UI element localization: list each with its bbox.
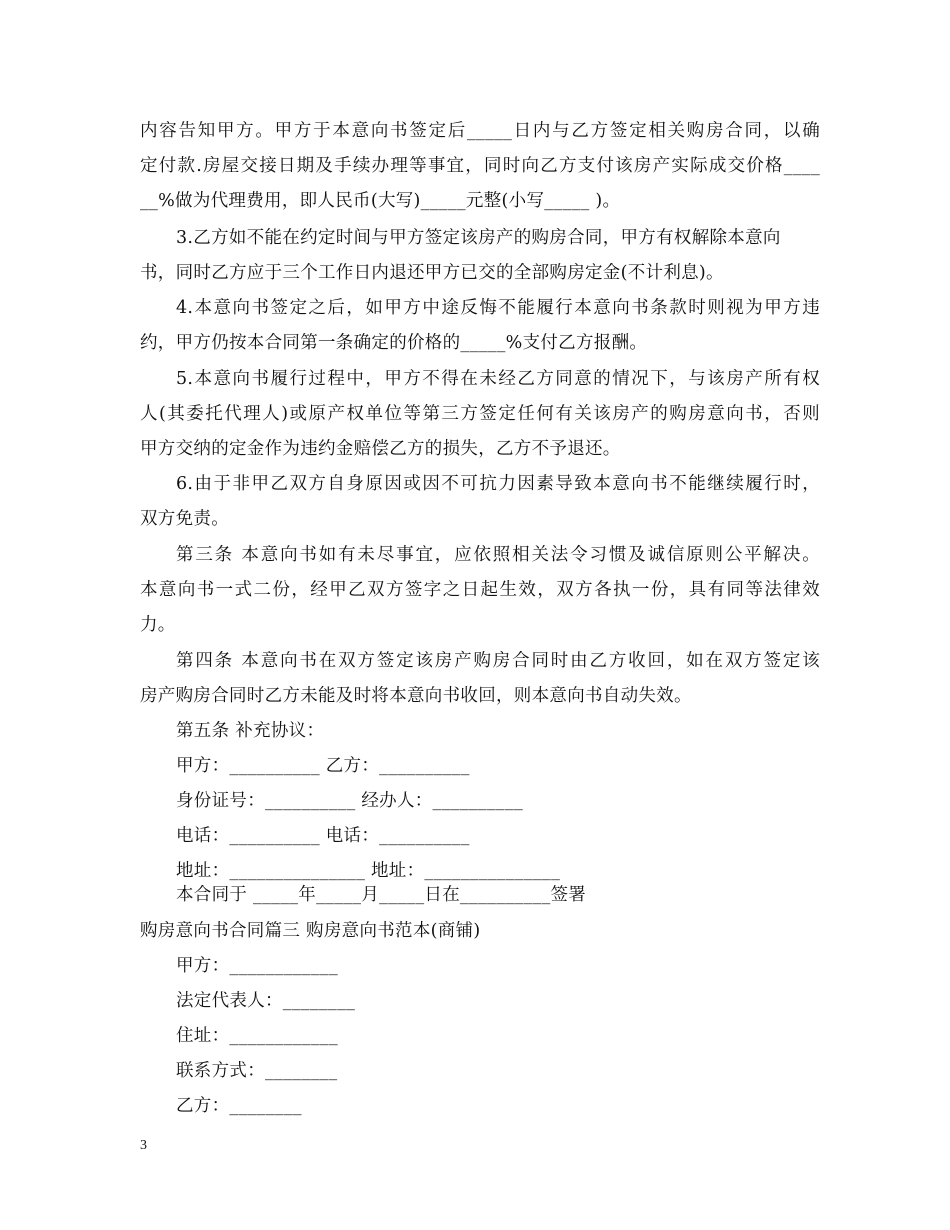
party-field-line: 联系方式：________ [176, 1061, 338, 1081]
article-4-line: 房产购房合同时乙方未能及时将本意向书收回，则本意向书自动失效。 [140, 686, 692, 706]
signature-field-line: 地址：_______________ 地址：_______________ [176, 861, 561, 881]
signing-date-line: 本合同于 _____年_____月_____日在__________签署 [176, 885, 587, 905]
section-heading: 购房意向书合同篇三 购房意向书范本(商铺) [140, 921, 481, 941]
clause-6-line: 双方免责。 [140, 509, 229, 529]
party-field-line: 甲方：____________ [176, 956, 338, 976]
party-field-line: 住址：____________ [176, 1026, 338, 1046]
page-number: 3 [140, 1138, 147, 1153]
article-3-line: 力。 [140, 615, 176, 635]
party-field-line: 法定代表人：________ [176, 991, 356, 1011]
clause-3-line: 书，同时乙方应于三个工作日内退还甲方已交的全部购房定金(不计利息)。 [140, 263, 724, 283]
body-line: 定付款.房屋交接日期及手续办理等事宜，同时向乙方支付该房产实际成交价格____ [140, 156, 820, 176]
signature-field-line: 身份证号：__________ 经办人：__________ [176, 791, 524, 811]
article-3-line: 本意向书一式二份，经甲乙双方签字之日起生效，双方各执一份，具有同等法律效 [140, 580, 820, 600]
signature-field-line: 甲方：__________ 乙方：__________ [176, 756, 470, 776]
article-5-heading: 第五条 补充协议： [176, 721, 325, 741]
clause-5-line: 甲方交纳的定金作为违约金赔偿乙方的损失，乙方不予退还。 [140, 439, 621, 459]
signature-field-line: 电话：__________ 电话：__________ [176, 826, 470, 846]
party-field-line: 乙方：________ [176, 1096, 302, 1116]
clause-5-line: 人(其委托代理人)或原产权单位等第三方签定任何有关该房产的购房意向书，否则 [140, 404, 820, 424]
clause-4-line: 4.本意向书签定之后，如甲方中途反悔不能履行本意向书条款时则视为甲方违 [176, 298, 820, 318]
article-4-line: 第四条 本意向书在双方签定该房产购房合同时由乙方收回，如在双方签定该 [176, 651, 820, 671]
clause-5-line: 5.本意向书履行过程中，甲方不得在未经乙方同意的情况下，与该房产所有权 [176, 369, 820, 389]
clause-6-line: 6.由于非甲乙双方自身原因或因不可抗力因素导致本意向书不能继续履行时， [176, 474, 820, 494]
clause-4-line: 约，甲方仍按本合同第一条确定的价格的_____%支付乙方报酬。 [140, 333, 648, 353]
body-line: 内容告知甲方。甲方于本意向书签定后_____日内与乙方签定相关购房合同，以确 [140, 121, 820, 141]
body-line: __%做为代理费用，即人民币(大写)_____元整(小写_____ )。 [140, 191, 621, 211]
article-3-line: 第三条 本意向书如有未尽事宜，应依照相关法令习惯及诚信原则公平解决。 [176, 545, 820, 565]
clause-3-line: 3.乙方如不能在约定时间与甲方签定该房产的购房合同，甲方有权解除本意向 [176, 228, 781, 248]
